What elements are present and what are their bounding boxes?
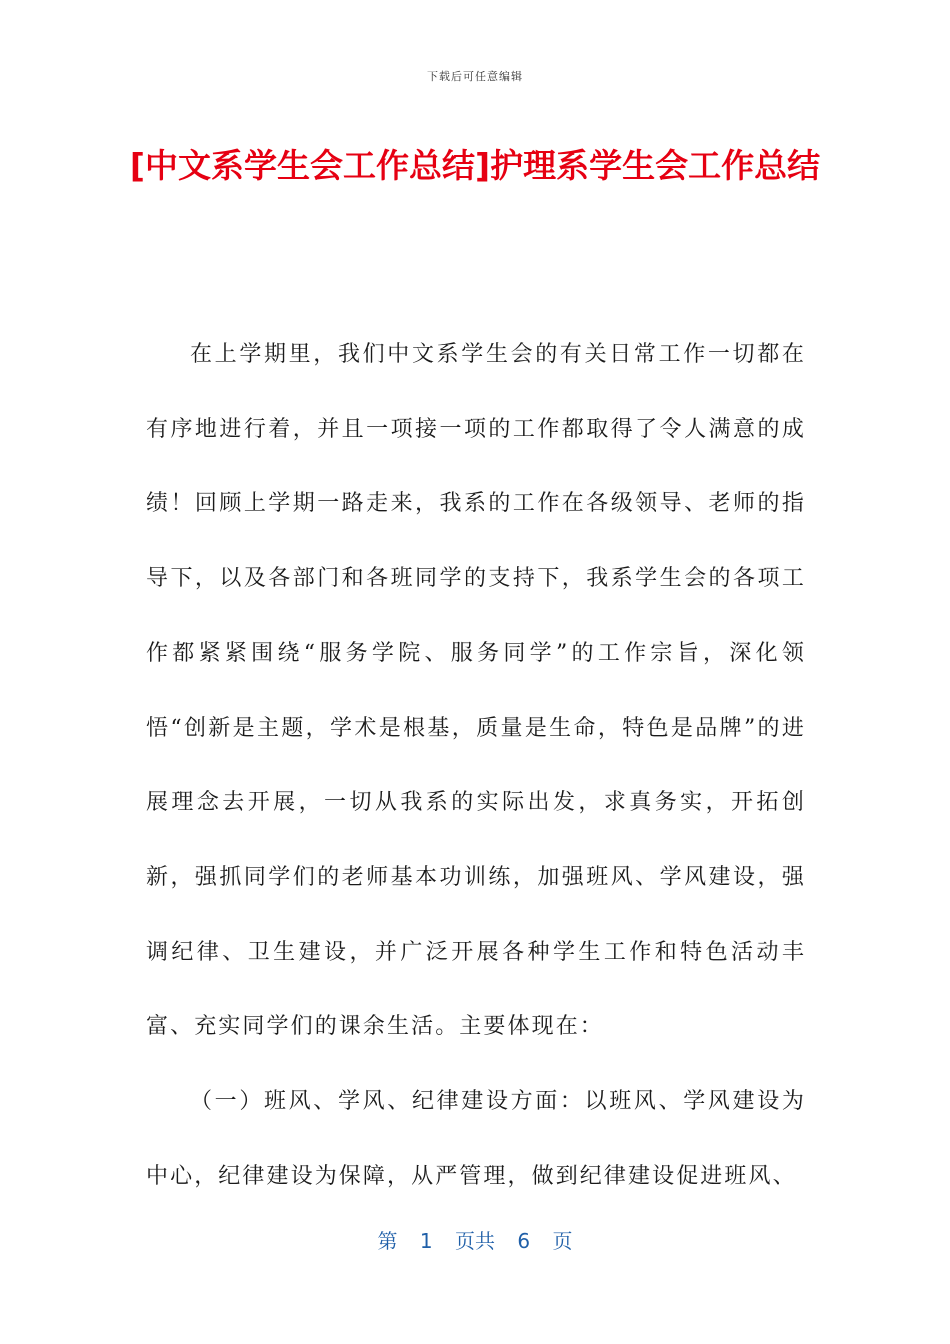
page-suffix: 页 bbox=[552, 1229, 573, 1253]
page-mid-text: 页共 bbox=[455, 1229, 495, 1253]
page-footer bbox=[0, 1225, 950, 1254]
page-prefix: 第 bbox=[377, 1229, 398, 1253]
page-total-number: 6 bbox=[517, 1229, 531, 1253]
page-current-number: 1 bbox=[419, 1229, 433, 1253]
body-paragraph: 在上学期里，我们中文系学生会的有关日常工作一切都在有序地进行着，并且一项接一项的工作都取得了令人满意的成绩！回顾上学期一路走来，我系的工作在各级领导、老师的指导下，以及各部门和各班同学的支持下，我系学生会的各项工作都紧紧围绕“服务学院、服务同学”的工作宗旨，深化领悟“创新是主题，学术是根基，质量是生命，特色是品牌”的进展理念去开展，一切从我系的实际出发，求真务实，开拓创新，强抓同学们的老师基本功训练，加强班风、学风建设，强调纪律、卫生建设，并广泛开展各种学生工作和特色活动丰富、充实同学们的课余生活。主要体现在： bbox=[146, 342, 806, 1040]
page-header-note: 下载后可任意编辑 bbox=[427, 70, 523, 83]
document-body bbox=[146, 318, 806, 1214]
document-title: [中文系学生会工作总结]护理系学生会工作总结 bbox=[129, 146, 821, 185]
body-paragraph: （一）班风、学风、纪律建设方面：以班风、学风建设为中心，纪律建设为保障，从严管理，做到纪律建设促进班风、 bbox=[146, 1089, 806, 1189]
